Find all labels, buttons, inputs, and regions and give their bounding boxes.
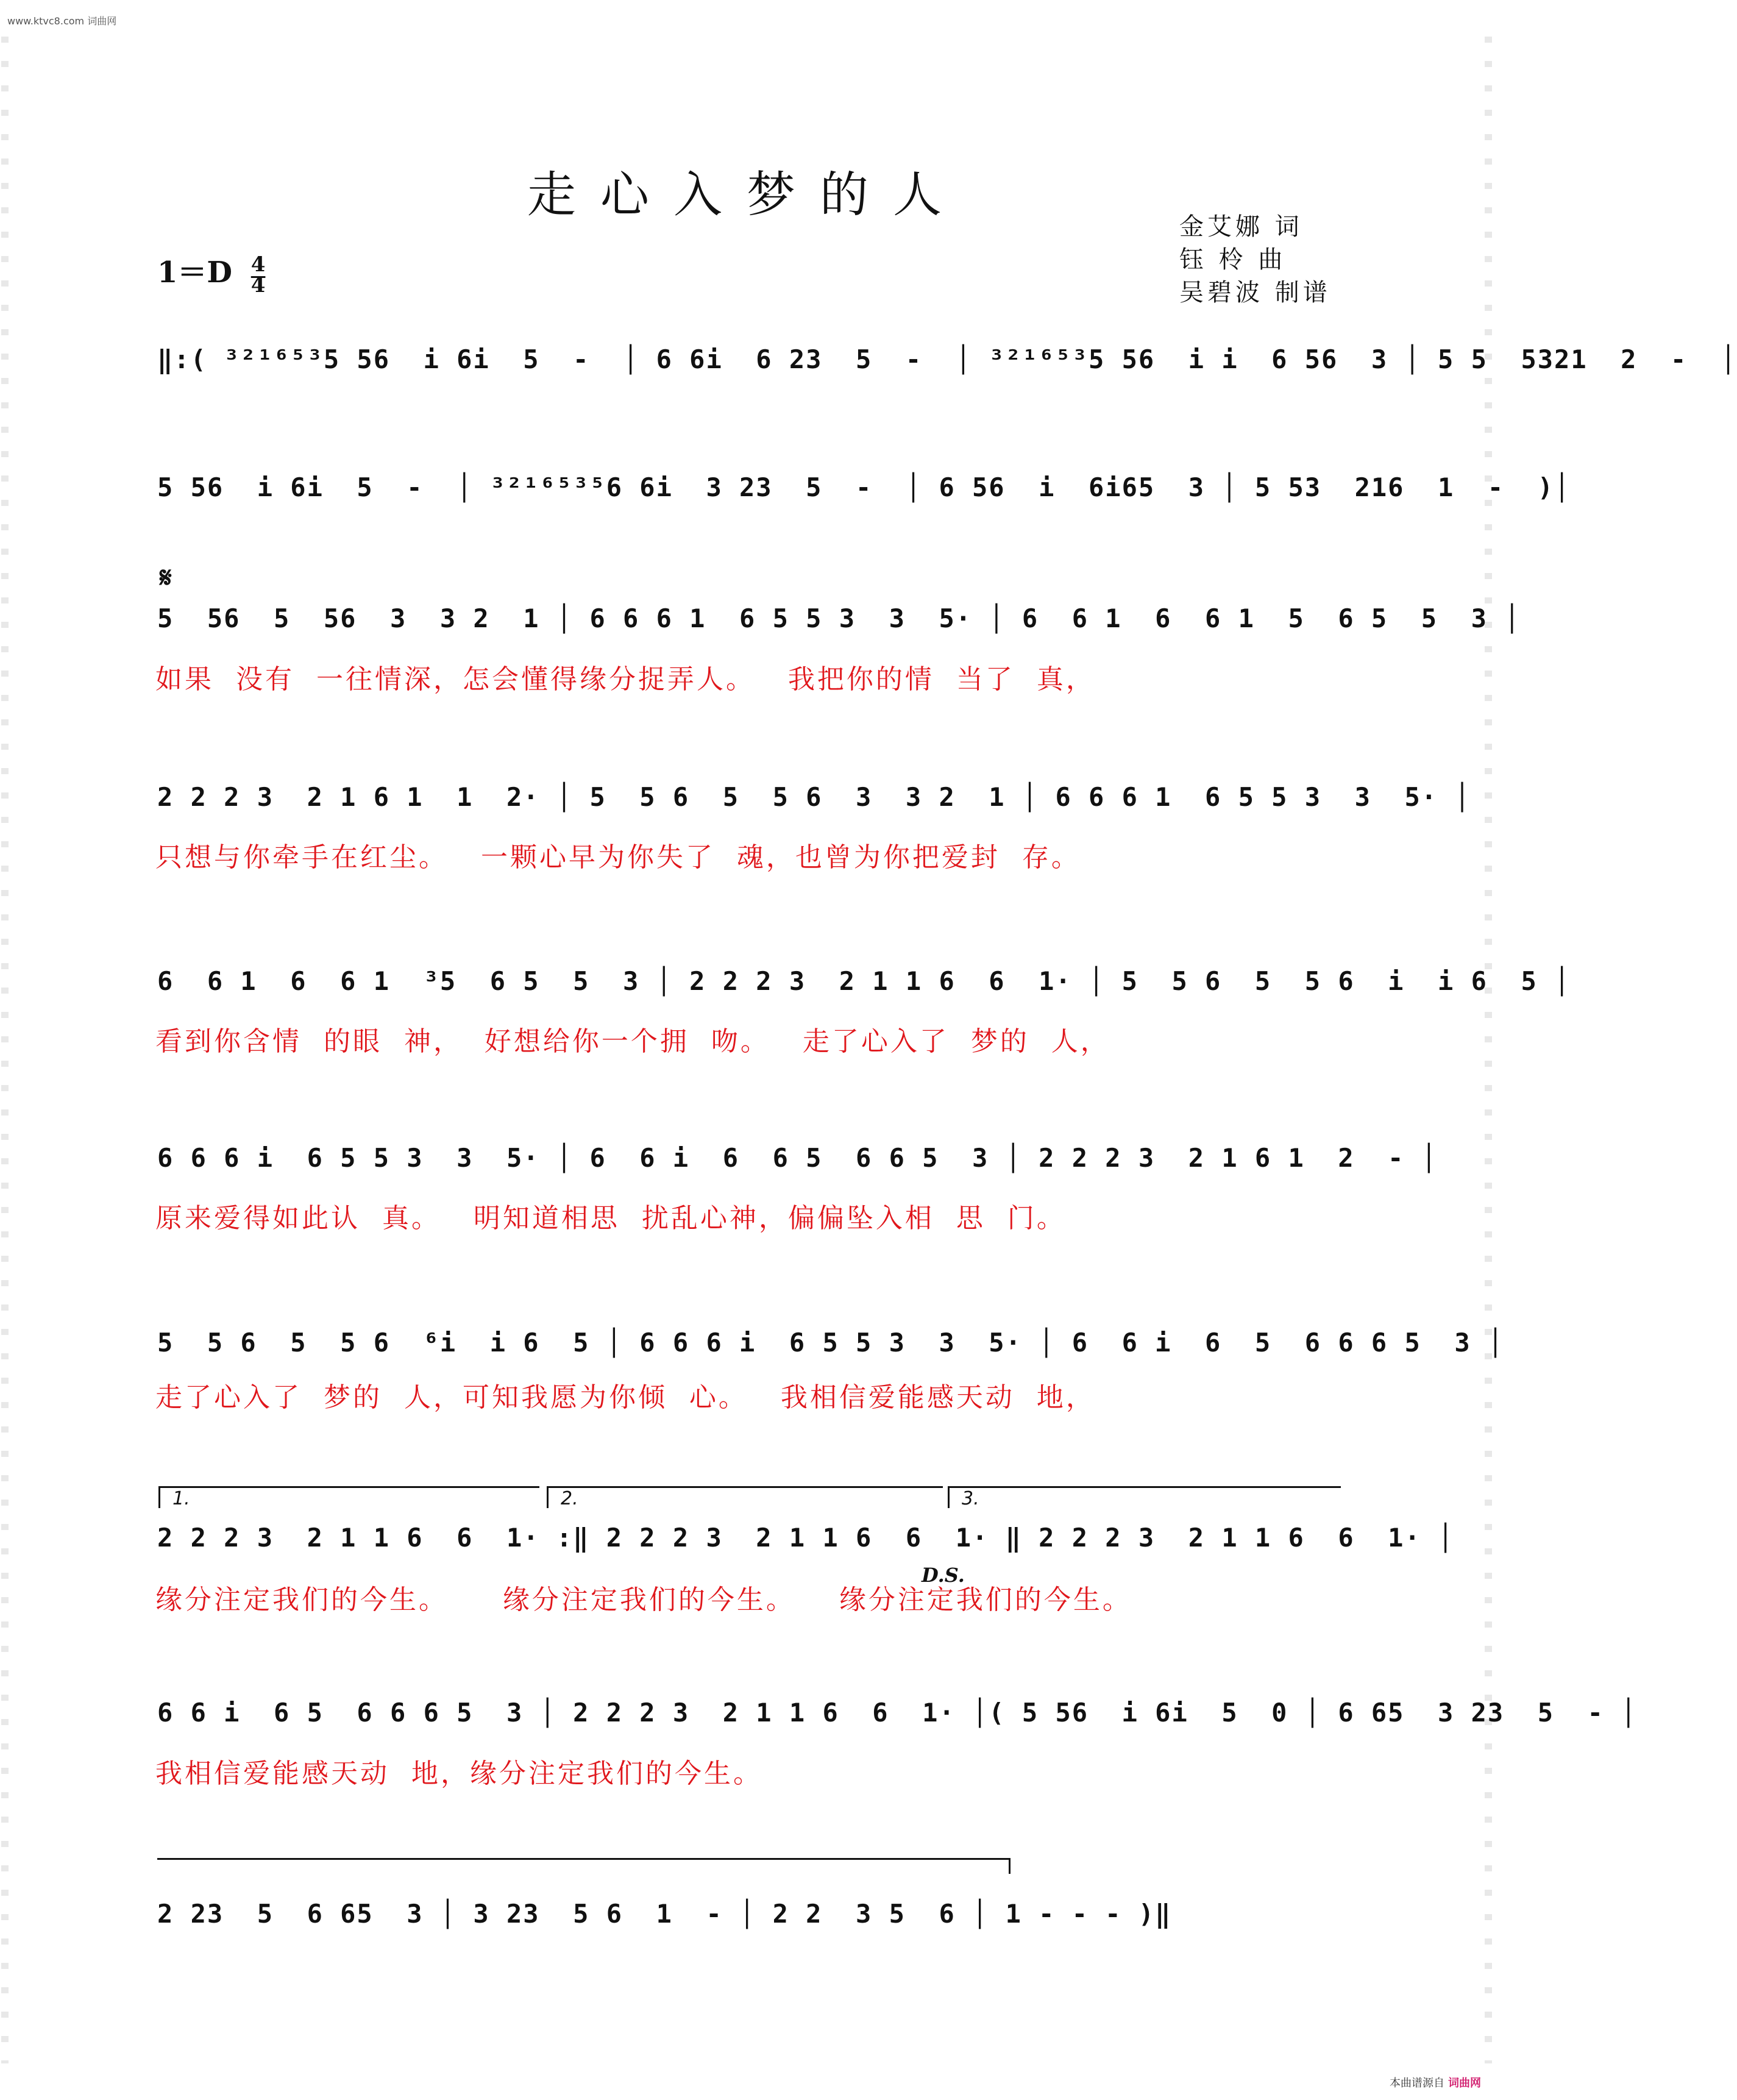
music-line-5: 6 6 1 6 6 1 ³5 6 5 5 3 │ 2 2 2 3 2 1 1 6 6 1· │ 5 5 6 5 5 6 i i 6 5 │ bbox=[157, 966, 1571, 996]
music-line-2: 5 56 i 6i 5 - │ ³²¹⁶⁵³⁵6 6i 3 23 5 - │ 6 56 i 6i65 3 │ 5 53 216 1 - )│ bbox=[157, 472, 1571, 502]
lyric-line-3: 如果 没有 一往情深，怎会懂得缘分捉弄人。 我把你的情 当了 真， bbox=[155, 664, 1095, 695]
lyric-line-6: 原来爱得如此认 真。 明知道相思 扰乱心神，偏偏坠入相 思 门。 bbox=[155, 1203, 1066, 1234]
arranger-credit: 吴碧波 制谱 bbox=[1179, 279, 1331, 307]
time-signature-top: 4 bbox=[250, 252, 266, 277]
lyric-line-7: 走了心入了 梦的 人，可知我愿为你倾 心。 我相信爱能感天动 地， bbox=[155, 1382, 1095, 1413]
music-line-8: 2 2 2 3 2 1 1 6 6 1· :‖ 2 2 2 3 2 1 1 6 6 1· ‖ 2 2 2 3 2 1 1 6 6 1· │ bbox=[157, 1523, 1455, 1553]
footer-brand[interactable]: 词曲网 bbox=[1448, 2077, 1481, 2090]
key-signature bbox=[157, 249, 265, 296]
site-watermark: www.ktvc8.com 词曲网 bbox=[7, 15, 117, 27]
music-line-6: 6 6 6 i 6 5 5 3 3 5· │ 6 6 i 6 6 5 6 6 5 3 │ 2 2 2 3 2 1 6 1 2 - │ bbox=[157, 1143, 1438, 1173]
lyric-line-4: 只想与你牵手在红尘。 一颗心早为你失了 魂，也曾为你把爱封 存。 bbox=[155, 842, 1081, 873]
volta-3: 3. bbox=[948, 1486, 1341, 1508]
ending-bracket bbox=[157, 1858, 1011, 1874]
music-line-10: 2 23 5 6 65 3 │ 3 23 5 6 1 - │ 2 2 3 5 6 │ 1 - - - )‖ bbox=[157, 1899, 1172, 1929]
composer-credit: 钰 柃 曲 bbox=[1179, 246, 1287, 274]
ds-marking: D.S. bbox=[922, 1564, 965, 1587]
music-line-7: 5 5 6 5 5 6 ⁶i i 6 5 │ 6 6 6 i 6 5 5 3 3 5· │ 6 6 i 6 5 6 6 6 5 3 │ bbox=[157, 1328, 1505, 1358]
left-edge-watermark bbox=[1, 37, 9, 2063]
volta-2: 2. bbox=[547, 1486, 943, 1508]
lyricist-credit: 金艾娜 词 bbox=[1179, 213, 1303, 241]
music-line-3: 5 56 5 56 3 3 2 1 │ 6 6 6 1 6 5 5 3 3 5· │ 6 6 1 6 6 1 5 6 5 5 3 │ bbox=[157, 603, 1521, 633]
footer-text: 本曲谱源自 bbox=[1390, 2077, 1444, 2090]
time-signature-bottom: 4 bbox=[250, 272, 266, 297]
music-line-1: ‖:( ³²¹⁶⁵³5 56 i 6i 5 - │ 6 6i 6 23 5 - │ ³²¹⁶⁵³5 56 i i 6 56 3 │ 5 5 5321 2 - │ bbox=[157, 344, 1737, 374]
key-label: 1＝D bbox=[157, 255, 233, 290]
footer-source bbox=[1390, 2074, 1481, 2090]
lyric-line-5: 看到你含情 的眼 神， 好想给你一个拥 吻。 走了心入了 梦的 人， bbox=[155, 1026, 1110, 1057]
right-edge-watermark bbox=[1485, 37, 1492, 2063]
credits bbox=[1179, 210, 1331, 309]
song-title: 走心入梦的人 bbox=[527, 166, 966, 223]
music-line-4: 2 2 2 3 2 1 6 1 1 2· │ 5 5 6 5 5 6 3 3 2 1 │ 6 6 6 1 6 5 5 3 3 5· │ bbox=[157, 782, 1471, 812]
music-line-9: 6 6 i 6 5 6 6 6 5 3 │ 2 2 2 3 2 1 1 6 6 1· │( 5 56 i 6i 5 0 │ 6 65 3 23 5 - │ bbox=[157, 1698, 1638, 1728]
segno-sign: 𝄋 bbox=[160, 561, 172, 594]
time-signature bbox=[251, 254, 266, 296]
volta-1: 1. bbox=[158, 1486, 539, 1508]
lyric-line-9: 我相信爱能感天动 地，缘分注定我们的今生。 bbox=[155, 1758, 762, 1789]
lyric-line-8: 缘分注定我们的今生。 缘分注定我们的今生。 缘分注定我们的今生。 bbox=[155, 1584, 1132, 1615]
